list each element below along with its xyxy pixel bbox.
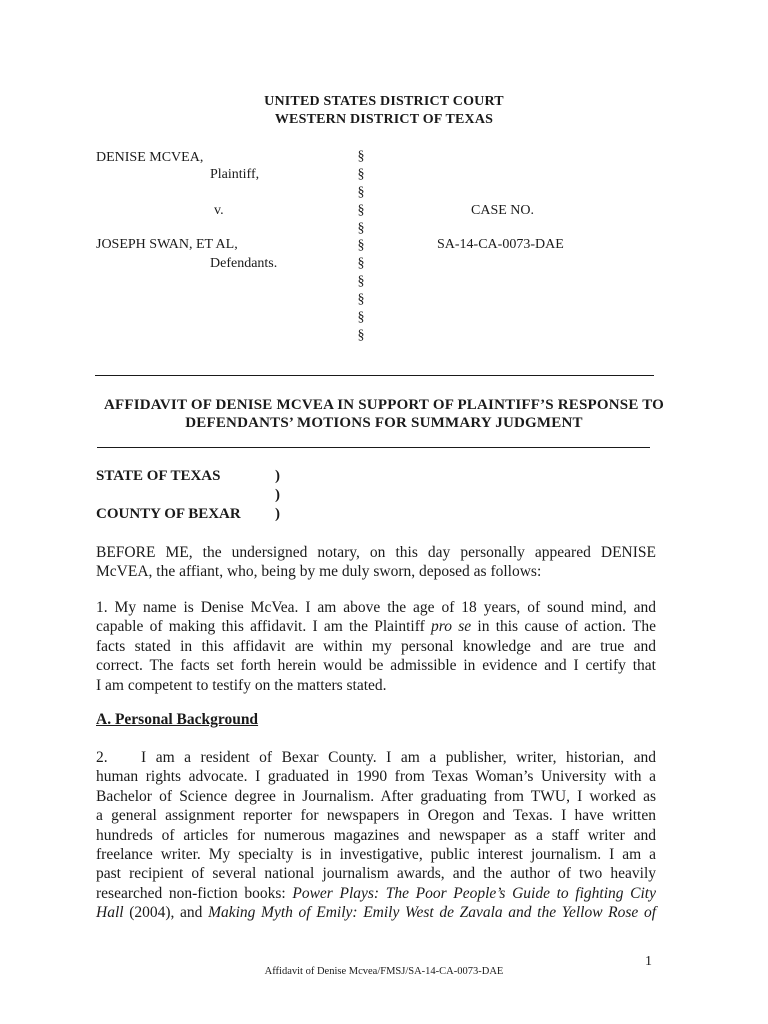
text-segment: I am a resident of Bexar County. I am a publisher, writer, historian, and [141, 749, 656, 766]
section-mark: § [357, 149, 365, 164]
section-mark: § [357, 167, 365, 182]
page-number: 1 [645, 954, 652, 969]
text-line: human rights advocate. I graduated in 1990 from Texas Woman’s University with a [96, 768, 656, 786]
text-segment: capable of making this affidavit. I am the Plaintiff [96, 618, 425, 636]
venue-paren: ) [275, 487, 280, 503]
text-line: a general assignment reporter for newspapers in Oregon and Texas. I have written [96, 807, 656, 825]
text-segment: (2004), and [129, 904, 203, 922]
text-segment: in this cause of action. The [477, 618, 656, 636]
section-heading: A. Personal Background [96, 711, 259, 728]
text-line: BEFORE ME, the undersigned notary, on this day personally appeared DENISE [96, 544, 656, 561]
plaintiff-role: Plaintiff, [210, 167, 260, 182]
section-mark: § [357, 256, 365, 271]
section-mark: § [357, 292, 365, 307]
section-mark: § [357, 185, 365, 200]
paragraph-number: 2. [96, 749, 108, 766]
book-title: Power Plays: The Poor People’s Guide to fighting City [292, 884, 656, 902]
text-line [96, 748, 656, 767]
book-title: Making Myth of Emily: Emily West de Zavala and the Yellow Rose of [208, 904, 657, 922]
text-line: McVEA, the affiant, who, being by me duly sworn, deposed as follows: [96, 563, 542, 581]
text-segment: researched non-fiction books: [96, 884, 286, 902]
defendant-role: Defendants. [210, 256, 278, 271]
section-mark: § [357, 328, 365, 343]
text-line: hundreds of articles for numerous magazines and newspaper as a staff writer and [96, 826, 656, 844]
affidavit-title-line2: DEFENDANTS’ MOTIONS FOR SUMMARY JUDGMENT [185, 415, 583, 431]
book-title: Hall [96, 904, 124, 922]
text-line: past recipient of several national journalism awards, and the author of two heavily [96, 865, 656, 883]
text-line: 1. My name is Denise McVea. I am above the age of 18 years, of sound mind, and [96, 599, 656, 616]
paragraph-1 [96, 598, 656, 695]
venue-county: COUNTY OF BEXAR [96, 506, 241, 522]
text-line [96, 903, 656, 922]
title-rule-bottom [97, 447, 650, 448]
affidavit-title-line1: AFFIDAVIT OF DENISE MCVEA IN SUPPORT OF PLAINTIFF’S RESPONSE TO [103, 397, 665, 413]
section-mark: § [357, 238, 365, 253]
defendant-name: JOSEPH SWAN, ET AL, [96, 237, 238, 252]
title-rule-top [95, 375, 654, 376]
section-mark: § [357, 203, 365, 218]
plaintiff-name: DENISE MCVEA, [96, 150, 204, 165]
text-line: facts stated in this affidavit are within my personal knowledge and are true and [96, 637, 656, 655]
text-line [96, 617, 656, 636]
section-mark: § [357, 221, 365, 236]
section-mark: § [357, 274, 365, 289]
text-line: freelance writer. My specialty is in investigative, public interest journalism. I am a [96, 845, 656, 863]
court-name: UNITED STATES DISTRICT COURT [264, 94, 504, 109]
court-district: WESTERN DISTRICT OF TEXAS [274, 112, 494, 127]
versus: v. [214, 203, 224, 218]
footer-text: Affidavit of Denise Mcvea/FMSJ/SA-14-CA-0073-DAE [264, 966, 504, 977]
text-line: correct. The facts set forth herein would be admissible in evidence and I certify that [96, 657, 656, 675]
text-line [96, 884, 656, 903]
case-label: CASE NO. [471, 203, 535, 218]
intro-paragraph [96, 543, 656, 582]
italic-term: pro se [431, 618, 472, 636]
case-number: SA-14-CA-0073-DAE [437, 237, 564, 252]
venue-paren: ) [275, 506, 280, 522]
venue-paren: ) [275, 468, 280, 484]
section-mark: § [357, 310, 365, 325]
paragraph-2 [96, 748, 656, 923]
venue-state: STATE OF TEXAS [96, 468, 221, 484]
text-line: I am competent to testify on the matters stated. [96, 676, 387, 694]
text-line: Bachelor of Science degree in Journalism. After graduating from TWU, I worked as [96, 787, 656, 805]
